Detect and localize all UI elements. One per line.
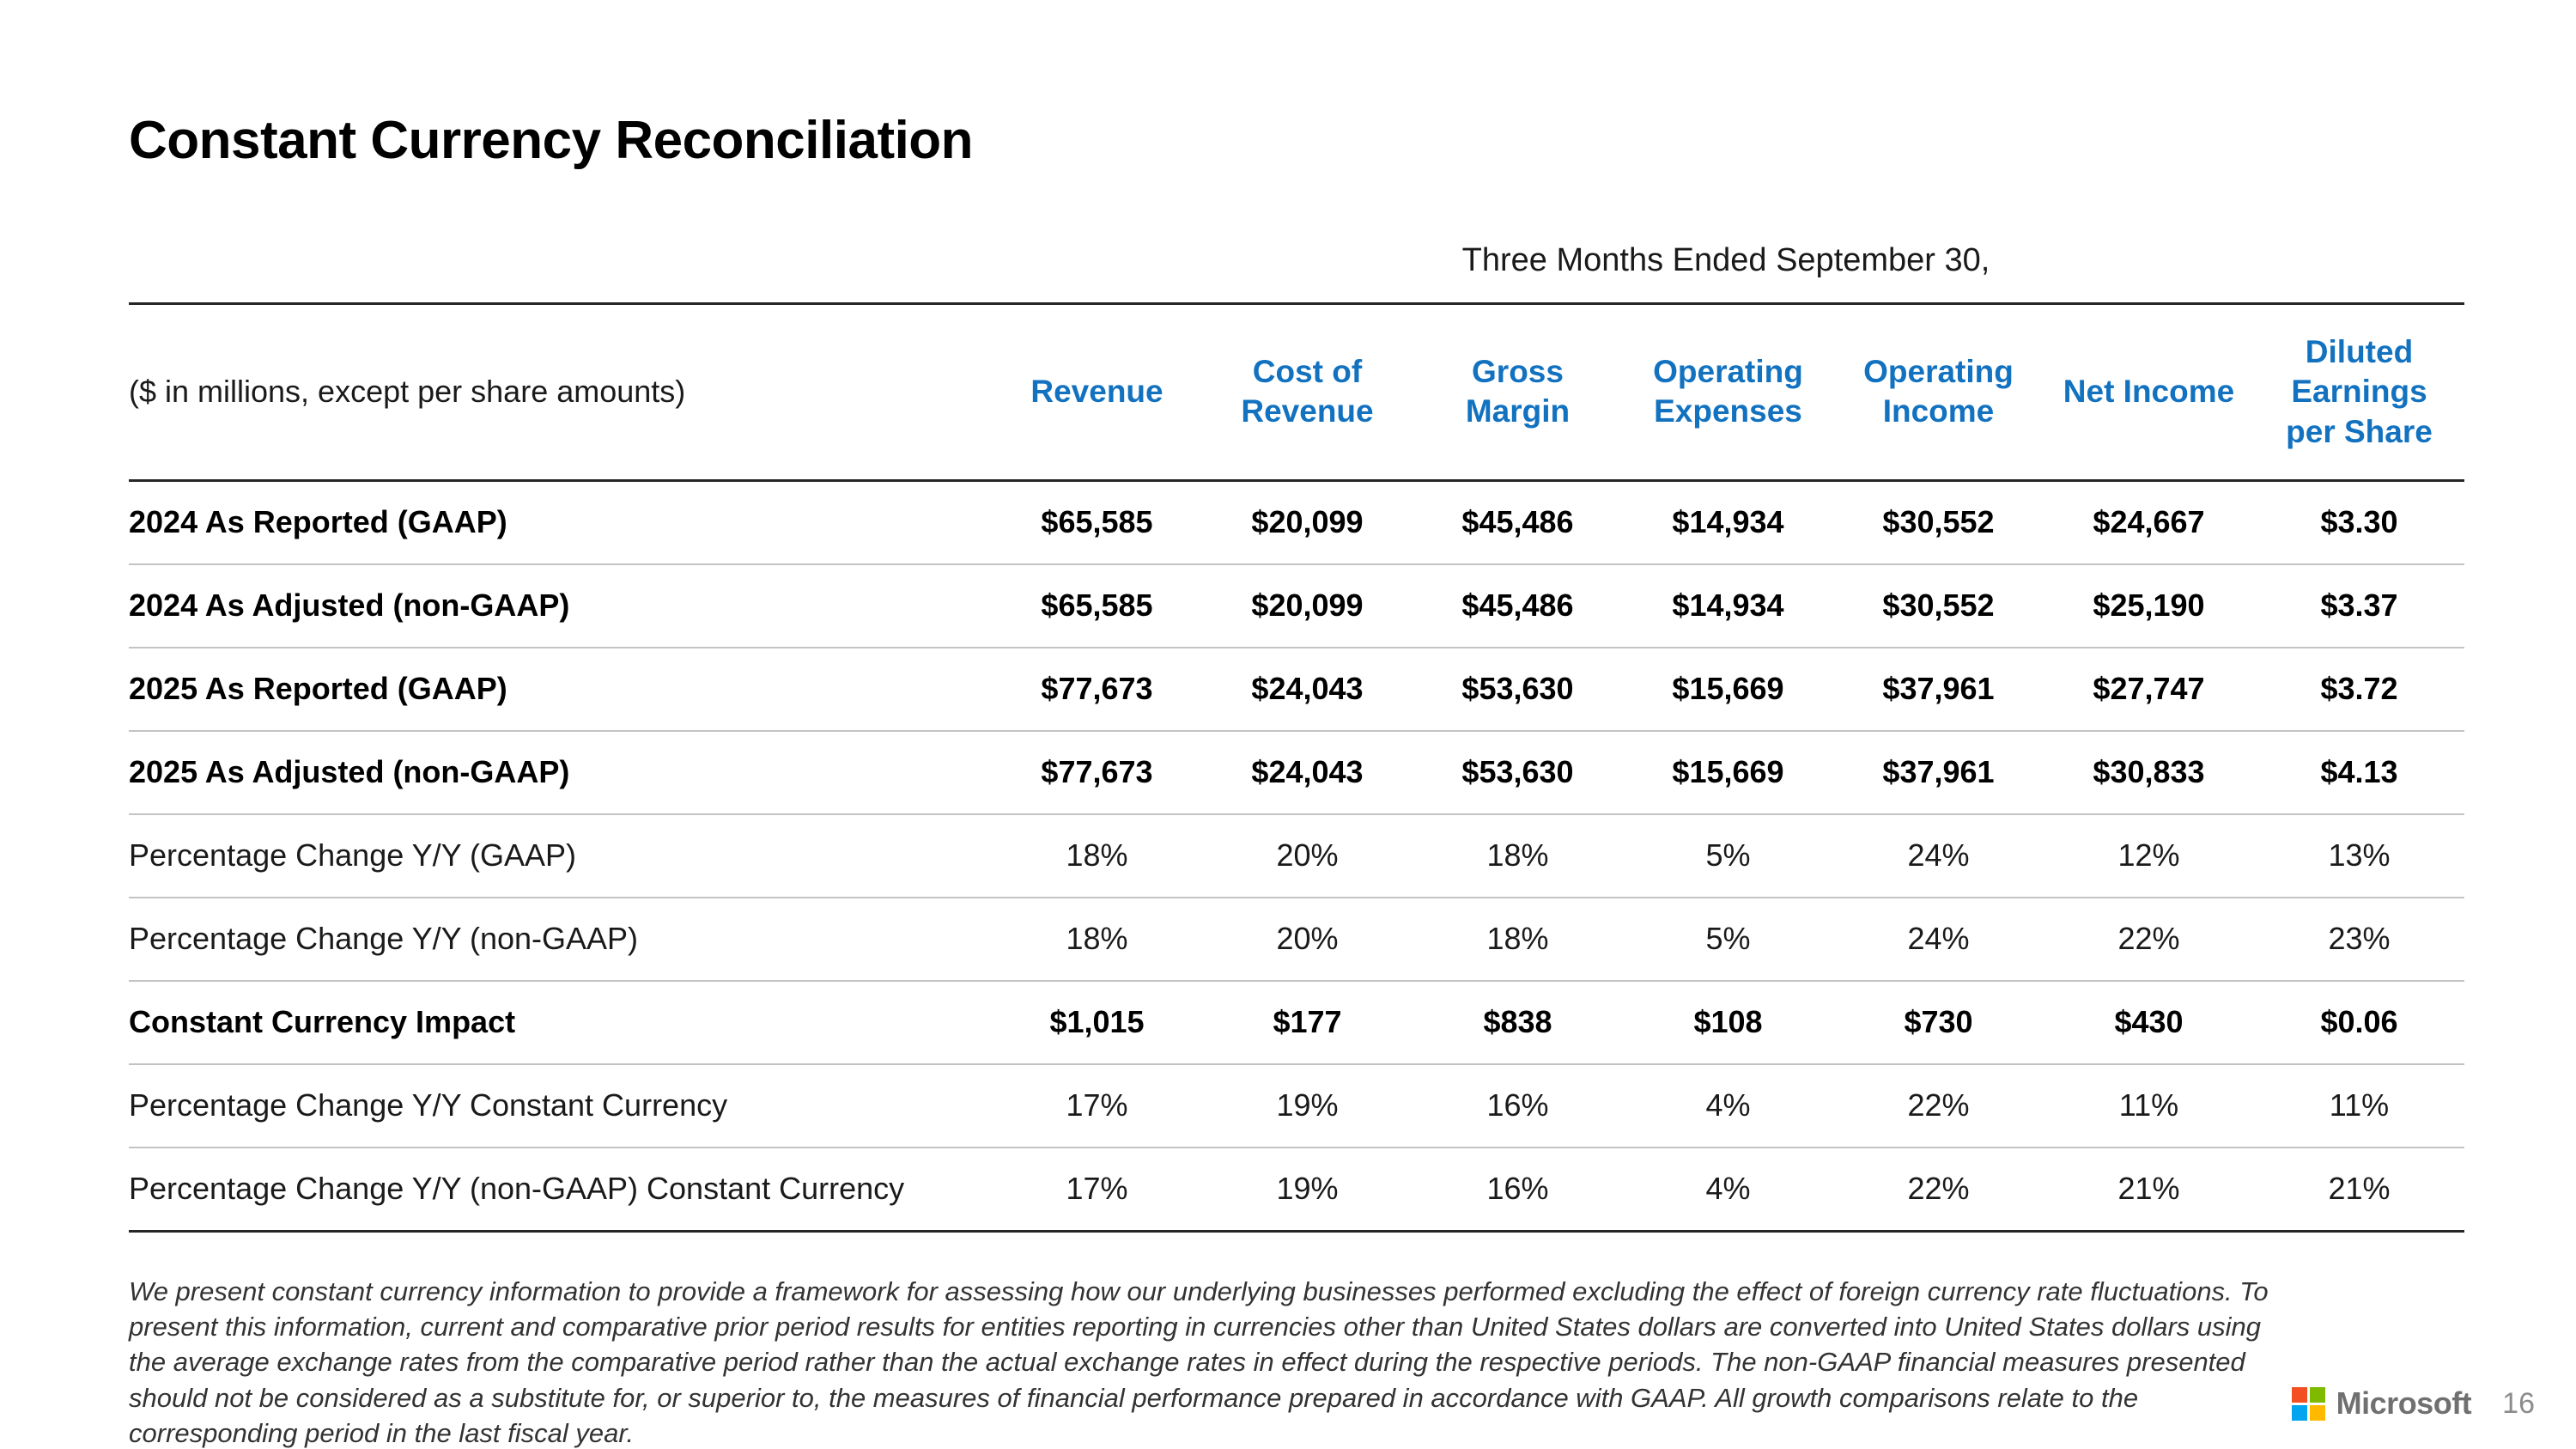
cell: $20,099 (1202, 480, 1413, 564)
cell: 16% (1486, 1171, 1549, 1207)
table-row (129, 648, 2464, 731)
cell: 24% (1833, 814, 2044, 898)
column-header-operating-expenses: Operating Expenses (1623, 304, 1833, 481)
cell: $430 (2044, 981, 2254, 1064)
table-row (129, 1064, 2464, 1148)
cell: $1,015 (992, 981, 1202, 1064)
table-row (129, 898, 2464, 981)
cell: 12% (2044, 814, 2254, 898)
cell: $14,934 (1623, 564, 1833, 648)
row-label: Percentage Change Y/Y Constant Currency (129, 1064, 992, 1148)
cell: $65,585 (992, 480, 1202, 564)
cell: 5% (1623, 814, 1833, 898)
cell: 18% (992, 898, 1202, 981)
microsoft-wordmark: Microsoft (2336, 1385, 2472, 1421)
cell: $37,961 (1833, 648, 2044, 731)
cell: $15,669 (1623, 648, 1833, 731)
cell: $3.30 (2254, 480, 2464, 564)
cell: 19% (1202, 1064, 1413, 1148)
cell: 18% (1413, 898, 1623, 981)
cell: $24,667 (2044, 480, 2254, 564)
cell: 5% (1623, 898, 1833, 981)
cell: 23% (2254, 898, 2464, 981)
column-header-operating-income: Operating Income (1833, 304, 2044, 481)
table-row (129, 981, 2464, 1064)
table-row (129, 731, 2464, 814)
cell: $27,747 (2044, 648, 2254, 731)
cell: 16% (1413, 1064, 1623, 1148)
cell: $3.72 (2254, 648, 2464, 731)
cell: 20% (1202, 898, 1413, 981)
cell: 18% (1413, 814, 1623, 898)
cell: 19% (1276, 1171, 1339, 1207)
column-header-gross-margin: Gross Margin (1413, 304, 1623, 481)
row-label-header: ($ in millions, except per share amounts) (129, 304, 992, 481)
cell: 20% (1202, 814, 1413, 898)
cell: 21% (2117, 1171, 2180, 1207)
logo-square-yellow (2310, 1405, 2325, 1421)
cell: $20,099 (1202, 564, 1413, 648)
logo-square-red (2292, 1387, 2307, 1403)
cell: $15,669 (1623, 731, 1833, 814)
cell: 13% (2254, 814, 2464, 898)
cell: $53,630 (1413, 648, 1623, 731)
cell: 4% (1705, 1171, 1751, 1207)
cell: 22% (1907, 1171, 1970, 1207)
cell: $77,673 (992, 648, 1202, 731)
logo-square-green (2310, 1387, 2325, 1403)
cell: $177 (1202, 981, 1413, 1064)
cell: 22% (2044, 898, 2254, 981)
table-row (129, 1148, 2464, 1232)
cell: $77,673 (992, 731, 1202, 814)
row-label: 2024 As Reported (GAAP) (129, 480, 992, 564)
cell: $0.06 (2254, 981, 2464, 1064)
cell: $108 (1623, 981, 1833, 1064)
microsoft-logo-icon (2292, 1387, 2325, 1421)
page-title: Constant Currency Reconciliation (129, 111, 974, 170)
cell: $65,585 (992, 564, 1202, 648)
cell: $30,552 (1833, 480, 2044, 564)
row-label: 2024 As Adjusted (non-GAAP) (129, 564, 992, 648)
cell: $3.37 (2254, 564, 2464, 648)
period-header: Three Months Ended September 30, (1461, 242, 1990, 278)
page-number: 16 (2502, 1386, 2535, 1420)
logo-square-blue (2292, 1405, 2307, 1421)
cell: 11% (2254, 1064, 2464, 1148)
table-row (129, 814, 2464, 898)
cell: 24% (1833, 898, 2044, 981)
cell: $45,486 (1413, 564, 1623, 648)
row-label: Percentage Change Y/Y (non-GAAP) (129, 898, 992, 981)
cell: $4.13 (2254, 731, 2464, 814)
row-label: 2025 As Reported (GAAP) (129, 648, 992, 731)
cell: $838 (1413, 981, 1623, 1064)
column-header-net-income: Net Income (2044, 304, 2254, 481)
footnote: We present constant currency information to provide a framework for assessing how our underlying businesses performed excluding the effect of foreign currency rate fluctuations. To present this information, current and comparative prior period results for entities reporting in currencies other than United States dollars are converted into United States dollars using the average exchange rates from the comparative period rather than the actual exchange rates in effect during the respective periods. The non-GAAP financial measures presented should not be considered as a substitute for, or superior to, the measures of financial performance prepared in accordance with GAAP. All growth comparisons relate to the corresponding period in the last fiscal year. (129, 1276, 2269, 1448)
cell: $24,043 (1202, 648, 1413, 731)
cell: $25,190 (2044, 564, 2254, 648)
cell: $30,552 (1833, 564, 2044, 648)
reconciliation-table (129, 302, 2464, 1233)
cell: 11% (2044, 1064, 2254, 1148)
cell: 22% (1833, 1064, 2044, 1148)
cell: $24,043 (1202, 731, 1413, 814)
cell: 4% (1623, 1064, 1833, 1148)
table-row (129, 480, 2464, 564)
cell: 18% (992, 814, 1202, 898)
row-label: Constant Currency Impact (129, 981, 992, 1064)
cell: 21% (2328, 1171, 2391, 1207)
cell: 17% (1066, 1171, 1128, 1207)
table-row (129, 564, 2464, 648)
cell: $730 (1833, 981, 2044, 1064)
column-header-revenue: Revenue (992, 304, 1202, 481)
row-label: Percentage Change Y/Y (GAAP) (129, 814, 992, 898)
cell: 17% (992, 1064, 1202, 1148)
cell: $14,934 (1623, 480, 1833, 564)
cell: $30,833 (2044, 731, 2254, 814)
row-label: 2025 As Adjusted (non-GAAP) (129, 731, 992, 814)
cell: $45,486 (1413, 480, 1623, 564)
table-header-row (129, 304, 2464, 481)
column-header-diluted-eps: Diluted Earnings per Share (2254, 304, 2464, 481)
footer (2292, 1385, 2535, 1422)
cell: $37,961 (1833, 731, 2044, 814)
column-header-cost-of-revenue: Cost of Revenue (1202, 304, 1413, 481)
row-label: Percentage Change Y/Y (non-GAAP) Constant Currency (129, 1171, 905, 1207)
cell: $53,630 (1413, 731, 1623, 814)
